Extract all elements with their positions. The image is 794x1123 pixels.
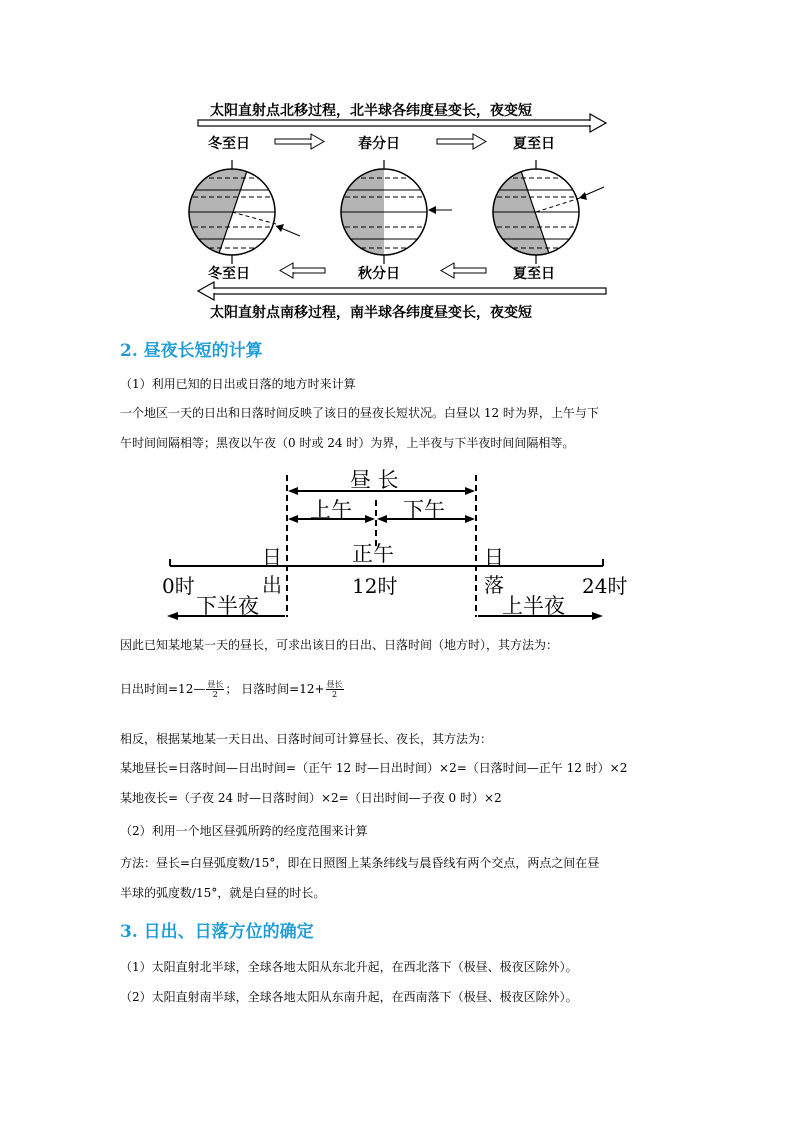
- fraction-day-length-half-2: [326, 680, 344, 699]
- seasons-figure: [0, 0, 794, 330]
- section-2-para-4-line-2: 半球的弧度数/15°，就是白昼的时长。: [120, 886, 326, 900]
- formula-night-length: 某地夜长=（子夜 24 时—日落时间）×2=（日出时间—子夜 0 时）×2: [120, 791, 502, 805]
- sunrise-label-bottom: 出: [262, 573, 282, 597]
- bottom-caption: 太阳直射点南移过程，南半球各纬度昼变长，夜变短: [210, 305, 532, 321]
- label-winter-solstice-bottom: 冬至日: [208, 266, 250, 282]
- label-winter-solstice-top: 冬至日: [208, 136, 250, 152]
- formula-day-length: 某地昼长=日落时间—日出时间=（正午 12 时—日出时间）×2=（日落时间—正午 12 时）×2: [120, 761, 628, 775]
- label-autumn-equinox: 秋分日: [358, 266, 400, 282]
- fraction-denominator: 2: [212, 690, 218, 699]
- section-2-heading: 2. 昼夜长短的计算: [120, 341, 263, 361]
- bottom-small-arrow-1: [280, 263, 325, 278]
- fraction-numerator-2: 昼长: [326, 680, 343, 689]
- afternoon-label: 下午: [403, 498, 445, 522]
- fraction-numerator: 昼长: [207, 680, 224, 689]
- section-3-item-2: （2）太阳直射南半球，全球各地太阳从东南升起，在西南落下（极昼、极夜区除外）。: [120, 990, 578, 1004]
- section-2-para-3: 相反，根据某地某一天日出、日落时间可计算昼长、夜长，其方法为：: [120, 732, 493, 746]
- label-spring-equinox: 春分日: [358, 136, 400, 152]
- label-summer-solstice-bottom: 夏至日: [513, 266, 555, 282]
- tick-label-12: 12时: [352, 574, 398, 598]
- day-length-diagram: [0, 460, 794, 625]
- globe-equinox: [337, 160, 452, 265]
- top-caption: 太阳直射点北移过程，北半球各纬度昼变长，夜变短: [210, 103, 532, 119]
- formula-sunset-prefix: ； 日落时间=12+: [225, 682, 325, 696]
- tick-label-24: 24时: [582, 574, 628, 598]
- fraction-day-length-half: [206, 680, 224, 699]
- morning-label: 上午: [310, 498, 352, 522]
- fraction-denominator-2: 2: [331, 690, 338, 699]
- label-summer-solstice-top: 夏至日: [513, 136, 555, 152]
- bottom-small-arrow-2: [441, 263, 486, 278]
- top-small-arrow-2: [437, 134, 486, 149]
- section-2-para-2: 因此已知某地某一天的昼长，可求出该日的日出、日落时间（地方时），其方法为：: [120, 638, 559, 652]
- section-2-para-1-line-2: 午时间间隔相等；黑夜以午夜（0 时或 24 时）为界，上半夜与下半夜时间间隔相等。: [120, 436, 575, 450]
- section-2-para-1-line-1: 一个地区一天的日出和日落时间反映了该日的昼夜长短状况。白昼以 12 时为界，上午与下: [120, 406, 599, 420]
- section-3-heading: 3. 日出、日落方位的确定: [120, 922, 314, 942]
- section-2-sub-2: （2）利用一个地区昼弧所跨的经度范围来计算: [120, 824, 368, 838]
- noon-label: 正午: [352, 542, 394, 566]
- second-half-night-label: 下半夜: [196, 594, 259, 618]
- sunset-label-top: 日: [484, 545, 504, 569]
- sunset-label-bottom: 落: [484, 573, 504, 597]
- day-length-label: 昼 长: [350, 468, 399, 492]
- bottom-long-arrow: [198, 282, 606, 300]
- first-half-night-label: 上半夜: [502, 594, 565, 618]
- section-3-item-1: （1）太阳直射北半球，全球各地太阳从东北升起，在西北落下（极昼、极夜区除外）。: [120, 960, 578, 974]
- sunrise-label-top: 日: [262, 545, 282, 569]
- sunrise-sunset-formula: [120, 680, 345, 699]
- tick-label-0: 0时: [162, 574, 195, 598]
- section-2-sub-1: （1）利用已知的日出或日落的地方时来计算: [120, 377, 356, 391]
- formula-sunrise-prefix: 日出时间=12—: [120, 682, 206, 696]
- top-small-arrow-1: [275, 134, 324, 149]
- globe-winter-solstice: [185, 160, 300, 265]
- section-2-para-4-line-1: 方法：昼长=白昼弧度数/15°，即在日照图上某条纬线与晨昏线有两个交点，两点之间在昼: [120, 856, 600, 870]
- globe-summer-solstice: [489, 160, 604, 265]
